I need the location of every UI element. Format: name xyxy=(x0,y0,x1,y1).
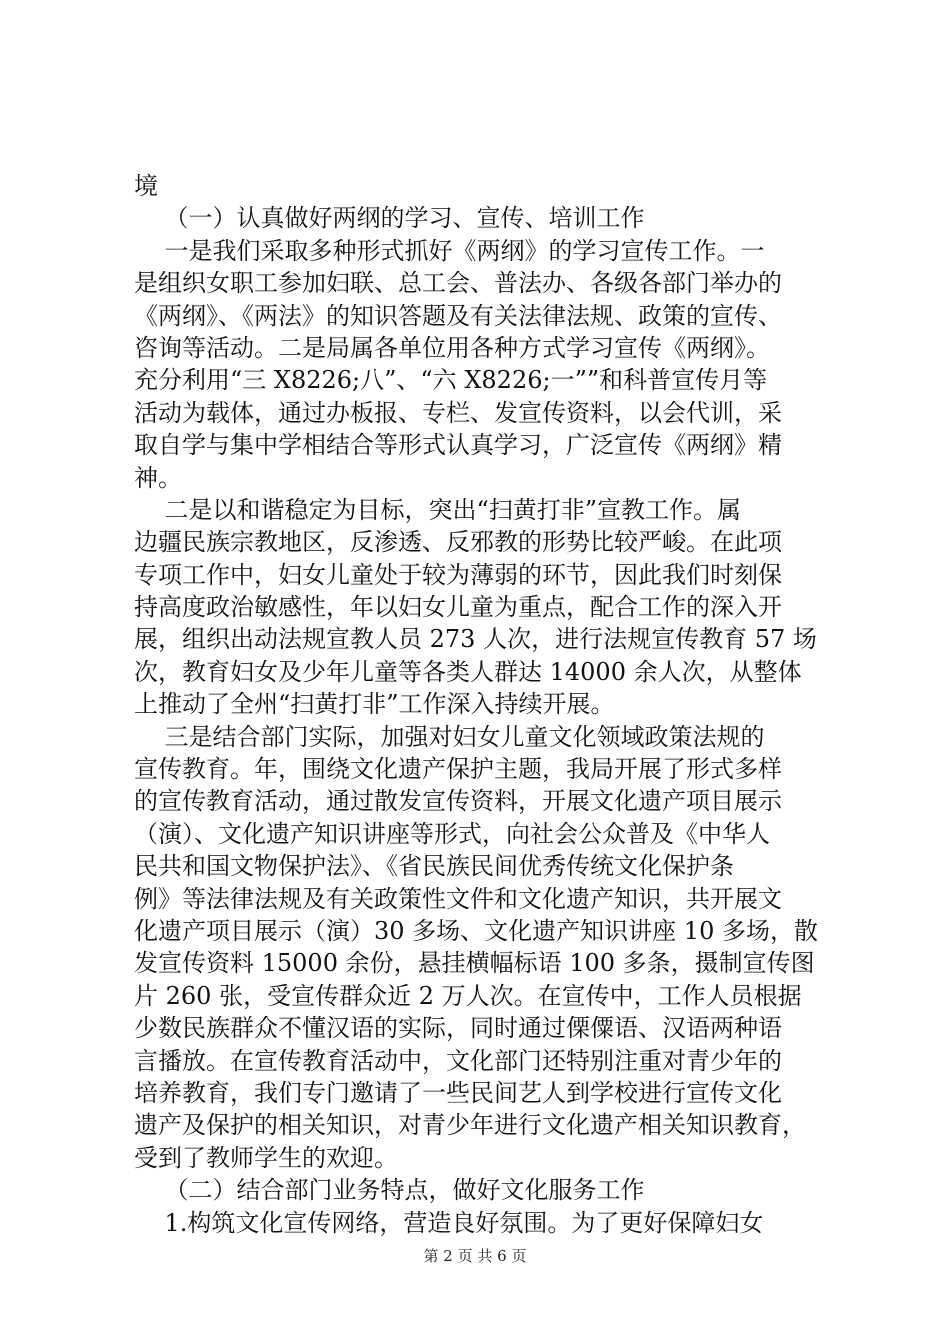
text-line: 1.构筑文化宣传网络，营造良好氛围。为了更好保障妇女 xyxy=(134,1208,764,1237)
text-line: 充分利用“三 X8226;八”、“六 X8226;一””和科普宣传月等 xyxy=(134,366,768,395)
text-line: 例》等法律法规及有关政策性文件和文化遗产知识，共开展文 xyxy=(134,884,782,913)
text-line: （一）认真做好两纲的学习、宣传、培训工作 xyxy=(134,204,645,233)
text-line: 次，教育妇女及少年儿童等各类人群达 14000 余人次，从整体 xyxy=(134,657,802,686)
text-line: 言播放。在宣传教育活动中，文化部门还特别注重对青少年的 xyxy=(134,1046,782,1075)
text-line: 《两纲》、《两法》的知识答题及有关法律法规、政策的宣传、 xyxy=(134,301,782,330)
text-line: 取自学与集中学相结合等形式认真学习，广泛宣传《两纲》精 xyxy=(134,431,782,460)
text-line: （演）、文化遗产知识讲座等形式，向社会公众普及《中华人 xyxy=(134,819,770,848)
text-line: 边疆民族宗教地区，反渗透、反邪教的形势比较严峻。在此项 xyxy=(134,528,782,557)
text-line: 培养教育，我们专门邀请了一些民间艺人到学校进行宣传文化 xyxy=(134,1078,782,1107)
text-line: 受到了教师学生的欢迎。 xyxy=(134,1143,398,1172)
text-line: 咨询等活动。二是局属各单位用各种方式学习宣传《两纲》。 xyxy=(134,333,770,362)
text-line: 上推动了全州“扫黄打非”工作深入持续开展。 xyxy=(134,690,615,719)
text-line: 片 260 张，受宣传群众近 2 万人次。在宣传中，工作人员根据 xyxy=(134,981,802,1010)
text-line: （二）结合部门业务特点，做好文化服务工作 xyxy=(134,1176,645,1205)
text-line: 活动为载体，通过办板报、专栏、发宣传资料，以会代训，采 xyxy=(134,398,782,427)
text-line: 境 xyxy=(134,172,158,200)
text-line: 发宣传资料 15000 余份，悬挂横幅标语 100 多条，摄制宣传图 xyxy=(134,949,815,978)
text-line: 少数民族群众不懂汉语的实际，同时通过傈僳语、汉语两种语 xyxy=(134,1014,782,1043)
text-line: 专项工作中，妇女儿童处于较为薄弱的环节，因此我们时刻保 xyxy=(134,560,782,589)
text-line: 是组织女职工参加妇联、总工会、普法办、各级各部门举办的 xyxy=(134,269,782,298)
page-number-footer: 第 2 页 共 6 页 xyxy=(423,1247,527,1265)
text-line: 一是我们采取多种形式抓好《两纲》的学习宣传工作。一 xyxy=(134,236,765,265)
text-line: 民共和国文物保护法》、《省民族民间优秀传统文化保护条 xyxy=(134,852,734,881)
text-line: 的宣传教育活动，通过散发宣传资料，开展文化遗产项目展示 xyxy=(134,787,782,816)
text-line: 宣传教育。年，围绕文化遗产保护主题，我局开展了形式多样 xyxy=(134,755,782,784)
body-text xyxy=(134,170,850,1239)
text-line: 持高度政治敏感性，年以妇女儿童为重点，配合工作的深入开 xyxy=(134,593,782,622)
text-line: 神。 xyxy=(134,463,182,492)
text-line: 三是结合部门实际，加强对妇女儿童文化领域政策法规的 xyxy=(134,722,765,751)
text-line: 化遗产项目展示（演）30 多场、文化遗产知识讲座 10 多场，散 xyxy=(134,916,818,945)
text-line: 展，组织出动法规宣教人员 273 人次，进行法规宣传教育 57 场 xyxy=(134,625,817,654)
text-line: 二是以和谐稳定为目标，突出“扫黄打非”宣教工作。属 xyxy=(134,495,742,524)
text-line: 遗产及保护的相关知识，对青少年进行文化遗产相关知识教育， xyxy=(134,1111,806,1140)
